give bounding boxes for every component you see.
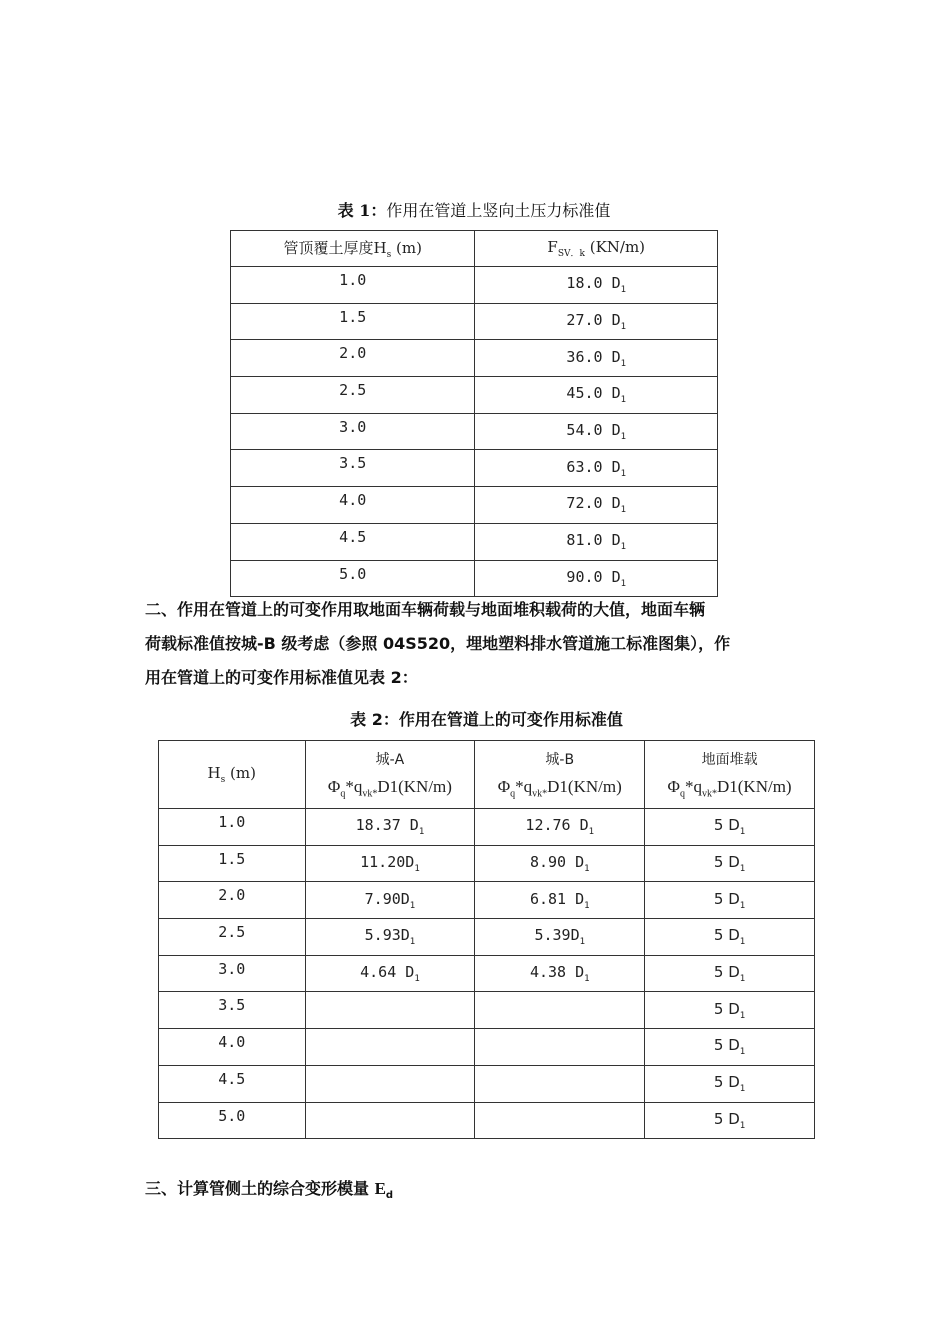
table-row xyxy=(159,919,815,956)
table2-cell-ground-load: 5 $D_1$ xyxy=(645,1065,815,1102)
table2-cell-city-a xyxy=(305,1029,475,1066)
table2-header-thickness: $H_s$ (m) xyxy=(159,741,306,809)
table1-header-row xyxy=(231,231,718,267)
table1-cell-pressure: 45.0 $D_1$ xyxy=(475,377,718,414)
table1-cell-thickness: 2.0 xyxy=(231,340,475,377)
table2-cell-city-a: 4.64 $D_1$ xyxy=(305,955,475,992)
table2-cell-ground-load: 5 $D_1$ xyxy=(645,992,815,1029)
section2-line1: 二、作用在管道上的可变作用取地面车辆荷载与地面堆积载荷的大值，地面车辆 xyxy=(145,600,706,619)
table-row xyxy=(159,809,815,846)
table2-cell-ground-load: 5 $D_1$ xyxy=(645,845,815,882)
table2-cell-thickness: 2.0 xyxy=(159,882,306,919)
table1-cell-thickness: 4.0 xyxy=(231,487,475,524)
table2-cell-city-b: 6.81 $D_1$ xyxy=(475,882,645,919)
table1-cell-pressure: 54.0 $D_1$ xyxy=(475,413,718,450)
table-row xyxy=(231,560,718,597)
table-row xyxy=(159,955,815,992)
table2-cell-ground-load: 5 $D_1$ xyxy=(645,1029,815,1066)
table1-cell-pressure: 72.0 $D_1$ xyxy=(475,487,718,524)
table1-cell-thickness: 1.0 xyxy=(231,267,475,304)
table-row xyxy=(231,523,718,560)
table2-cell-city-b xyxy=(475,1102,645,1139)
table-row xyxy=(231,377,718,414)
table2-cell-thickness: 2.5 xyxy=(159,919,306,956)
table2-cell-thickness: 1.0 xyxy=(159,809,306,846)
table2-cell-city-a xyxy=(305,1102,475,1139)
section2-paragraph xyxy=(145,593,815,695)
table1-caption xyxy=(230,198,718,221)
table2-cell-thickness: 4.0 xyxy=(159,1029,306,1066)
table2-cell-ground-load: 5 $D_1$ xyxy=(645,809,815,846)
section3-heading: 三、计算管侧土的综合变形模量 $E_d$ xyxy=(145,1179,394,1202)
table1-cell-pressure: 63.0 $D_1$ xyxy=(475,450,718,487)
table2-cell-ground-load: 5 $D_1$ xyxy=(645,919,815,956)
table2-cell-city-b xyxy=(475,992,645,1029)
table-row xyxy=(159,1065,815,1102)
formula-city-b: $\Phi_q*q_{vk*}D1(KN/m)$ xyxy=(497,777,622,800)
section2-line3: 用在管道上的可变作用标准值见表 2： xyxy=(145,668,418,687)
table1 xyxy=(230,230,718,597)
table1-cell-thickness: 3.0 xyxy=(231,413,475,450)
table1-cell-thickness: 1.5 xyxy=(231,303,475,340)
table-row xyxy=(159,1029,815,1066)
table-row xyxy=(231,303,718,340)
table2-header-ground-load: 地面堆载 $\Phi_q*q_{vk*}D1(KN/m)$ xyxy=(645,741,815,809)
table-row xyxy=(159,882,815,919)
table1-cell-pressure: 18.0 $D_1$ xyxy=(475,267,718,304)
table1-cell-thickness: 3.5 xyxy=(231,450,475,487)
table2-cell-city-a: $11.20D_1$ xyxy=(305,845,475,882)
table2-cell-thickness: 5.0 xyxy=(159,1102,306,1139)
table2-cell-thickness: 3.5 xyxy=(159,992,306,1029)
table2 xyxy=(158,740,815,1139)
table2-cell-city-a: $7.90D_1$ xyxy=(305,882,475,919)
table1-cell-pressure: 81.0 $D_1$ xyxy=(475,523,718,560)
table2-cell-city-b: 12.76 $D_1$ xyxy=(475,809,645,846)
table2-header-city-a: 城-A $\Phi_q*q_{vk*}D1(KN/m)$ xyxy=(305,741,475,809)
table2-cell-city-a: $5.93D_1$ xyxy=(305,919,475,956)
table2-cell-thickness: 3.0 xyxy=(159,955,306,992)
formula-ground-load: $\Phi_q*q_{vk*}D1(KN/m)$ xyxy=(667,777,792,800)
table2-cell-city-b: 8.90 $D_1$ xyxy=(475,845,645,882)
table-row xyxy=(231,340,718,377)
table2-cell-city-a xyxy=(305,992,475,1029)
table2-cell-city-b xyxy=(475,1065,645,1102)
section2-line2: 荷载标准值按城-B 级考虑（参照 04S520，埋地塑料排水管道施工标准图集），作 xyxy=(145,634,731,653)
table2-cell-ground-load: 5 $D_1$ xyxy=(645,882,815,919)
table2-cell-thickness: 4.5 xyxy=(159,1065,306,1102)
formula-city-a: $\Phi_q*q_{vk*}D1(KN/m)$ xyxy=(327,777,452,800)
table-row xyxy=(231,450,718,487)
table-row xyxy=(231,267,718,304)
table-row xyxy=(231,413,718,450)
table2-cell-city-b xyxy=(475,1029,645,1066)
table2-cell-city-a xyxy=(305,1065,475,1102)
table2-cell-city-b: $5.39D_1$ xyxy=(475,919,645,956)
table1-cell-thickness: 4.5 xyxy=(231,523,475,560)
table1-cell-thickness: 2.5 xyxy=(231,377,475,414)
table1-header-pressure: $F_{SV.k}$ (KN/m) xyxy=(475,231,718,267)
table-row xyxy=(159,1102,815,1139)
table1-caption-label: 表 1： xyxy=(337,201,387,220)
table2-header-city-b: 城-B $\Phi_q*q_{vk*}D1(KN/m)$ xyxy=(475,741,645,809)
table2-cell-thickness: 1.5 xyxy=(159,845,306,882)
table2-cell-ground-load: 5 $D_1$ xyxy=(645,1102,815,1139)
table2-cell-city-a: 18.37 $D_1$ xyxy=(305,809,475,846)
table1-cell-pressure: 36.0 $D_1$ xyxy=(475,340,718,377)
table2-cell-ground-load: 5 $D_1$ xyxy=(645,955,815,992)
table2-header-row xyxy=(159,741,815,809)
table1-caption-text: 作用在管道上竖向土压力标准值 xyxy=(386,201,611,220)
table-row xyxy=(159,845,815,882)
table1-header-thickness: 管顶覆土厚度$H_s$ (m) xyxy=(231,231,475,267)
table-row xyxy=(231,487,718,524)
table1-cell-pressure: 27.0 $D_1$ xyxy=(475,303,718,340)
table1-cell-thickness: 5.0 xyxy=(231,560,475,597)
table-row xyxy=(159,992,815,1029)
table2-caption: 表 2：作用在管道上的可变作用标准值 xyxy=(350,710,623,729)
table2-cell-city-b: 4.38 $D_1$ xyxy=(475,955,645,992)
table1-cell-pressure: 90.0 $D_1$ xyxy=(475,560,718,597)
